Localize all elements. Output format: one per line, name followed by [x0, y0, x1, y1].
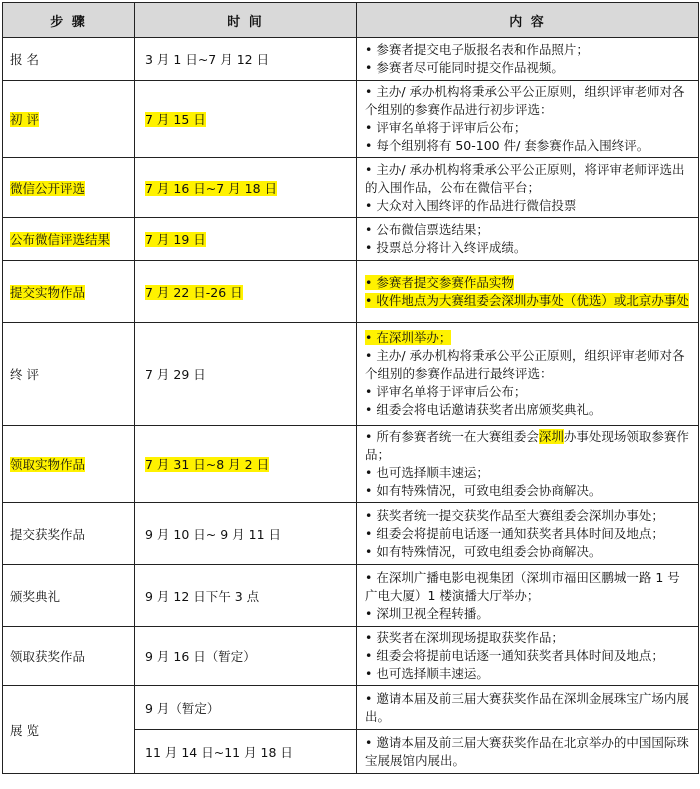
- content-line: [365, 665, 692, 683]
- content-line: [365, 383, 692, 401]
- content-text: • 所有参赛者统一在大赛组委会: [365, 429, 539, 444]
- time-label: 9 月 16 日（暂定）: [145, 649, 256, 664]
- content-text: • 投票总分将计入终评成绩。: [365, 240, 527, 255]
- step-label: 提交实物作品: [10, 284, 86, 300]
- highlighted-text: 深圳: [538, 429, 564, 444]
- content-line: [365, 59, 692, 77]
- content-text: • 组委会将电话邀请获奖者出席颁奖典礼。: [365, 402, 602, 417]
- step-label: 领取实物作品: [10, 457, 86, 472]
- time-label: 7 月 31 日~8 月 2 日: [145, 457, 270, 472]
- content-text: • 大众对入围终评的作品进行微信投票: [365, 197, 577, 213]
- step-label: 初 评: [10, 112, 39, 127]
- content-line: [365, 119, 692, 137]
- time-cell: [135, 261, 357, 323]
- content-line: [365, 41, 692, 59]
- time-cell: [135, 627, 357, 686]
- time-label: 7 月 15 日: [145, 112, 206, 127]
- header-step: 步 骤: [3, 3, 135, 38]
- step-label: 展 览: [10, 722, 39, 738]
- time-cell: [135, 426, 357, 503]
- step-cell: [3, 158, 135, 218]
- content-text: • 公布微信票选结果；: [365, 222, 489, 237]
- content-text: • 主办/ 承办机构将秉承公平公正原则，将评审老师评选出的入围作品，公布在微信平台；: [365, 161, 685, 195]
- content-text: • 评审名单将于评审后公布；: [365, 384, 527, 399]
- time-cell: [135, 38, 357, 81]
- content-text: • 如有特殊情况，可致电组委会协商解决。: [365, 483, 602, 498]
- step-label: 报 名: [10, 52, 39, 67]
- content-cell: [357, 81, 699, 158]
- content-line: [365, 401, 692, 419]
- step-cell: [3, 686, 135, 774]
- table-row: [3, 565, 699, 627]
- content-line: [365, 83, 692, 119]
- content-line: [365, 347, 692, 383]
- time-label: 9 月 12 日下午 3 点: [145, 588, 260, 604]
- content-text: • 深圳卫视全程转播。: [365, 605, 489, 621]
- content-text: • 组委会将提前电话逐一通知获奖者具体时间及地点；: [365, 525, 664, 541]
- step-cell: [3, 218, 135, 261]
- schedule-table: [2, 2, 699, 774]
- content-cell: [357, 627, 699, 686]
- content-line: [365, 647, 692, 665]
- content-text: • 参赛者提交电子版报名表和作品照片；: [365, 42, 589, 57]
- content-cell: [357, 686, 699, 730]
- step-cell: [3, 323, 135, 426]
- step-label: 颁奖典礼: [10, 588, 61, 604]
- content-line: [365, 239, 692, 257]
- table-row: [3, 503, 699, 565]
- time-cell: [135, 218, 357, 261]
- step-cell: [3, 261, 135, 323]
- content-text: • 在深圳广播电影电视集团（深圳市福田区鹏城一路 1 号广电大厦）1 楼演播大厅举办；: [365, 569, 680, 603]
- content-text: • 参赛者提交参赛作品实物: [365, 274, 514, 290]
- header-time: 时 间: [135, 3, 357, 38]
- step-cell: [3, 565, 135, 627]
- content-text: • 如有特殊情况，可致电组委会协商解决。: [365, 543, 602, 559]
- table-row: [3, 627, 699, 686]
- step-label: 提交获奖作品: [10, 526, 86, 542]
- content-text: • 评审名单将于评审后公布；: [365, 120, 527, 135]
- content-line: [365, 197, 692, 215]
- step-label: 终 评: [10, 367, 39, 382]
- content-cell: [357, 158, 699, 218]
- content-line: [365, 274, 692, 292]
- content-text: • 主办/ 承办机构将秉承公平公正原则，组织评审老师对各个组别的参赛作品进行最终评选：: [365, 348, 685, 381]
- content-line: [365, 221, 692, 239]
- content-text: • 邀请本届及前三届大赛获奖作品在北京举办的中国国际珠宝展展馆内展出。: [365, 734, 689, 768]
- step-cell: [3, 627, 135, 686]
- content-text: • 主办/ 承办机构将秉承公平公正原则，组织评审老师对各个组别的参赛作品进行初步评选：: [365, 84, 685, 117]
- content-text: • 每个组别将有 50-100 件/ 套参赛作品入围终评。: [365, 138, 650, 153]
- time-label: 7 月 16 日~7 月 18 日: [145, 180, 278, 196]
- table-row: [3, 261, 699, 323]
- content-line: [365, 605, 692, 623]
- time-cell: [135, 323, 357, 426]
- time-cell: [135, 565, 357, 627]
- content-text: • 邀请本届及前三届大赛获奖作品在深圳金展珠宝广场内展出。: [365, 690, 689, 724]
- content-line: [365, 525, 692, 543]
- content-text: • 在深圳举办；: [365, 330, 452, 345]
- header-content: 内 容: [357, 3, 699, 38]
- header-row: [3, 3, 699, 38]
- content-line: [365, 428, 692, 464]
- time-cell: [135, 503, 357, 565]
- content-text: • 也可选择顺丰速运；: [365, 465, 489, 480]
- step-label: 公布微信评选结果: [10, 232, 111, 247]
- content-cell: [357, 261, 699, 323]
- table-row: [3, 426, 699, 503]
- table-row: [3, 38, 699, 81]
- time-cell: [135, 81, 357, 158]
- content-line: [365, 329, 692, 347]
- content-text: • 组委会将提前电话逐一通知获奖者具体时间及地点；: [365, 648, 664, 663]
- step-cell: [3, 38, 135, 81]
- content-cell: [357, 503, 699, 565]
- step-label: 领取获奖作品: [10, 649, 86, 664]
- content-cell: [357, 730, 699, 774]
- step-label: 微信公开评选: [10, 180, 86, 196]
- table-row: [3, 686, 699, 730]
- content-text: • 获奖者在深圳现场提取获奖作品；: [365, 630, 564, 645]
- time-label: 11 月 14 日~11 月 18 日: [145, 744, 293, 760]
- content-text: • 获奖者统一提交获奖作品至大赛组委会深圳办事处；: [365, 507, 664, 523]
- content-line: [365, 292, 692, 310]
- time-label: 7 月 19 日: [145, 232, 206, 247]
- time-label: 7 月 29 日: [145, 367, 206, 382]
- table-row: [3, 323, 699, 426]
- content-line: [365, 507, 692, 525]
- time-label: 3 月 1 日~7 月 12 日: [145, 52, 270, 67]
- content-text: • 也可选择顺丰速运。: [365, 666, 489, 681]
- table-row: [3, 158, 699, 218]
- content-text: 办事处现场领取参赛作品；: [365, 429, 689, 462]
- content-cell: [357, 218, 699, 261]
- step-cell: [3, 426, 135, 503]
- time-label: 9 月（暂定）: [145, 700, 220, 716]
- time-label: 7 月 22 日-26 日: [145, 284, 243, 300]
- step-cell: [3, 503, 135, 565]
- content-line: [365, 629, 692, 647]
- content-line: [365, 161, 692, 197]
- time-cell: [135, 730, 357, 774]
- content-text: • 收件地点为大赛组委会深圳办事处（优选）或北京办事处: [365, 292, 689, 308]
- content-line: [365, 464, 692, 482]
- content-line: [365, 137, 692, 155]
- content-text: • 参赛者尽可能同时提交作品视频。: [365, 60, 564, 75]
- content-line: [365, 569, 692, 605]
- content-line: [365, 482, 692, 500]
- content-cell: [357, 38, 699, 81]
- table-row: [3, 81, 699, 158]
- content-cell: [357, 565, 699, 627]
- content-cell: [357, 426, 699, 503]
- step-cell: [3, 81, 135, 158]
- time-label: 9 月 10 日~ 9 月 11 日: [145, 526, 282, 542]
- time-cell: [135, 158, 357, 218]
- time-cell: [135, 686, 357, 730]
- content-line: [365, 543, 692, 561]
- content-cell: [357, 323, 699, 426]
- table-row: [3, 218, 699, 261]
